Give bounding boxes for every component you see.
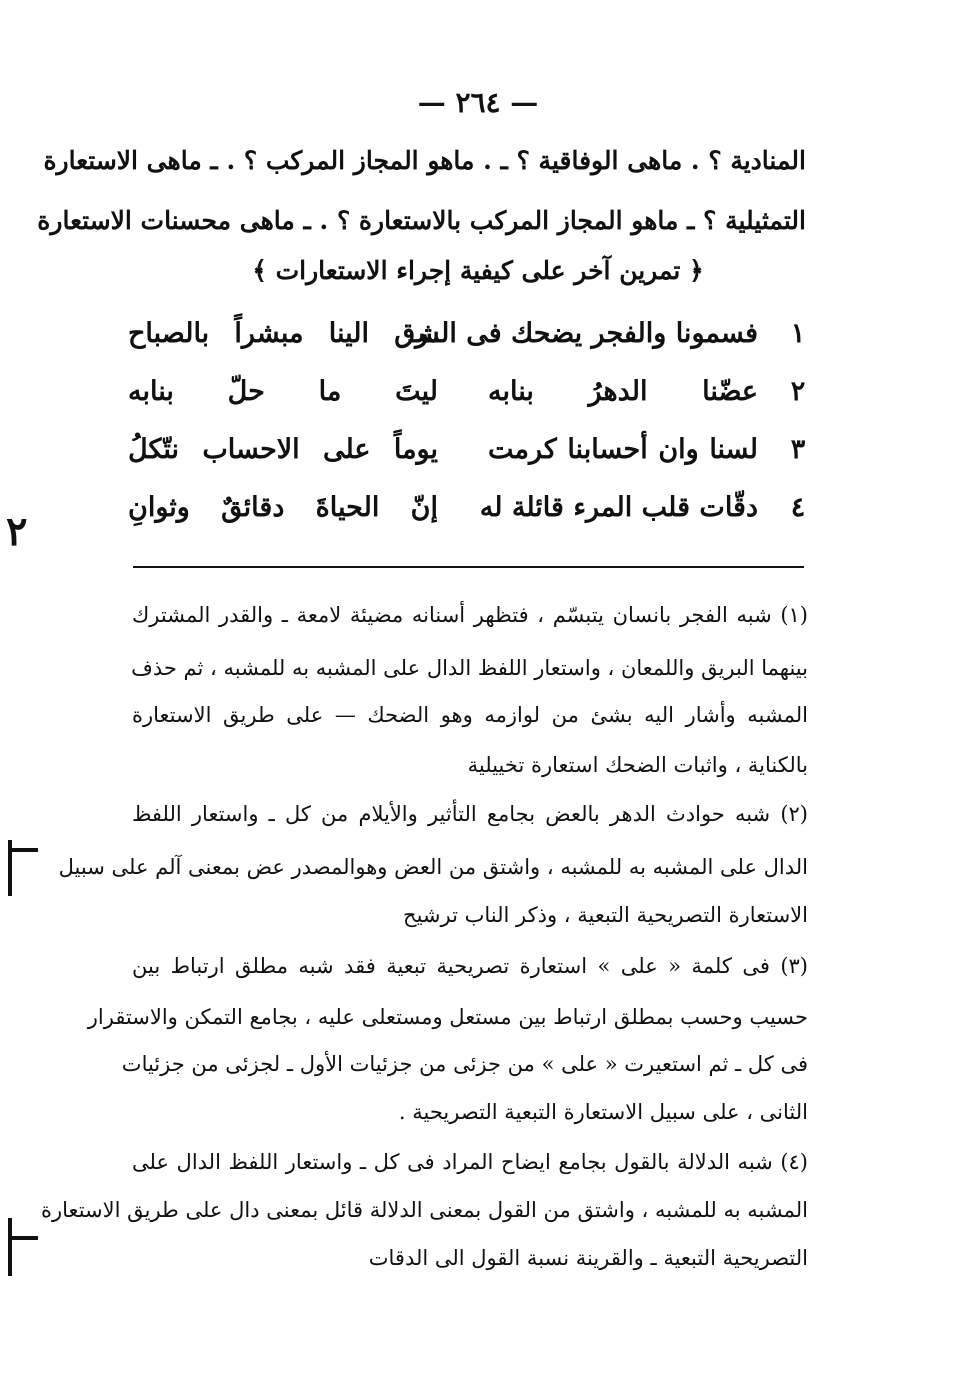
verse-second-hemistich: إنّ الحياةَ دقائقٌ وثوانِ [128, 492, 438, 523]
verse-second-hemistich: ليتَ ما حلّ بنابه [128, 376, 438, 407]
verse-line [128, 318, 818, 366]
verse-number: ٤ [790, 492, 806, 523]
footnote-line: حسيب وحسب بمطلق ارتباط بين مستعل ومستعلى عليه ، بجامع التمكن والاستقرار [87, 1005, 808, 1029]
page-number: — ٢٦٤ — [417, 86, 539, 119]
footnote-line: المشبه وأشار اليه بشئ من لوازمه وهو الضحك — على طريق الاستعارة [132, 703, 808, 727]
footnote-line: فى كل ـ ثم استعيرت « على » من جزئى من جزئيات الأول ـ لجزئى من جزئيات [121, 1052, 808, 1076]
margin-tick [8, 1236, 38, 1240]
exercise-heading: ﴿ تمرين آخر على كيفية إجراء الاستعارات ﴾ [252, 256, 704, 285]
margin-tick [8, 848, 38, 852]
footnote-separator [133, 566, 804, 568]
footnote-line: بالكناية ، واثبات الضحك استعارة تخييلية [467, 753, 808, 777]
footnote-line: الاستعارة التصريحية التبعية ، وذكر الناب ترشيح [403, 903, 808, 927]
footnote-line: التصريحية التبعية ـ والقرينة نسبة القول الى الدقات [368, 1246, 808, 1270]
verse-first-hemistich: لسنا وان أحسابنا كرمت [488, 434, 758, 465]
verse-line [128, 492, 818, 540]
footnote-line: الثانى ، على سبيل الاستعارة التبعية التصريحية . [398, 1100, 808, 1124]
verse-first-hemistich: فسمونا والفجر يضحك فى الشـ [409, 318, 758, 349]
margin-tick [8, 1218, 12, 1276]
footnote-line: المشبه به للمشبه ، واشتق من القول بمعنى الدلالة قائل بمعنى دال على طريق الاستعارة [41, 1198, 808, 1222]
verse-first-hemistich: عضّنا الدهرُ بنابه [488, 376, 758, 407]
margin-mark: ٢ [6, 508, 28, 555]
footnote-line: (١) شبه الفجر بانسان يتبسّم ، فتظهر أسنانه مضيئة لامعة ـ والقدر المشترك [132, 603, 808, 627]
footnote-line: بينهما البريق واللمعان ، واستعار اللفظ الدال على المشبه به للمشبه ، ثم حذف [131, 656, 808, 680]
verse-second-hemistich: يوماً على الاحساب نتّكلُ [128, 434, 438, 465]
verse-line [128, 376, 818, 424]
footnote-line: الدال على المشبه به للمشبه ، واشتق من العض وهوالمصدر عض بمعنى آلم على سبيل [58, 855, 808, 879]
footnote-line: (٣) فى كلمة « على » استعارة تصريحية تبعية فقد شبه مطلق ارتباط بين [132, 954, 808, 978]
verse-line [128, 434, 818, 482]
verse-number: ٢ [790, 376, 806, 407]
verse-number: ١ [790, 318, 806, 349]
verse-number: ٣ [790, 434, 806, 465]
verse-second-hemistich: ـرق الينا مبشراً بالصباح [128, 318, 438, 349]
footnote-line: (٢) شبه حوادث الدهر بالعض بجامع التأثير والأيلام من كل ـ واستعار اللفظ [132, 802, 808, 826]
question-line: المنادية ؟ . ماهى الوفاقية ؟ ـ . ماهو المجاز المركب ؟ . ـ ماهى الاستعارة [43, 146, 806, 175]
question-line: التمثيلية ؟ ـ ماهو المجاز المركب بالاستعارة ؟ . ـ ماهى محسنات الاستعارة [37, 206, 806, 235]
footnote-line: (٤) شبه الدلالة بالقول بجامع ايضاح المراد فى كل ـ واستعار اللفظ الدال على [132, 1150, 808, 1174]
verse-first-hemistich: دقّات قلب المرء قائلة له [479, 492, 758, 523]
